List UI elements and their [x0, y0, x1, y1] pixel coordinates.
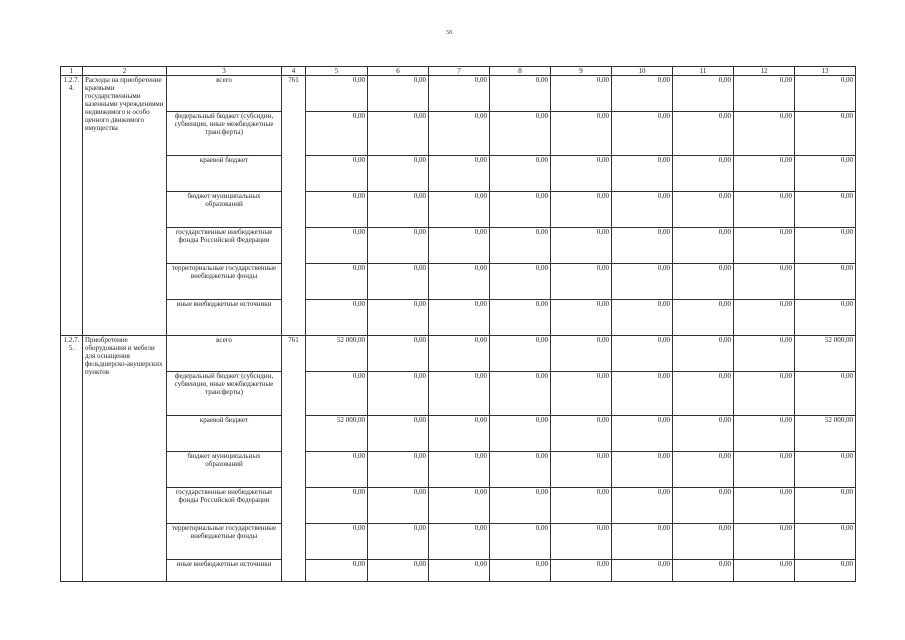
- value-cell: 0,00: [306, 228, 368, 264]
- table-row: [61, 452, 856, 488]
- header-cell: 12: [734, 67, 795, 76]
- value-cell: 0,00: [490, 192, 551, 228]
- value-cell: 0,00: [673, 372, 734, 416]
- value-cell: 0,00: [429, 524, 490, 560]
- value-cell: 0,00: [734, 560, 795, 582]
- grbs-code: 761: [282, 336, 306, 582]
- value-cell: 0,00: [734, 416, 795, 452]
- table-row: [61, 264, 856, 300]
- budget-table: [60, 66, 856, 582]
- value-cell: 0,00: [612, 264, 673, 300]
- table-row: [61, 156, 856, 192]
- value-cell: 0,00: [429, 372, 490, 416]
- value-cell: 0,00: [612, 452, 673, 488]
- value-cell: 0,00: [551, 452, 612, 488]
- value-cell: 0,00: [734, 336, 795, 372]
- value-cell: 0,00: [673, 264, 734, 300]
- value-cell: 0,00: [612, 76, 673, 112]
- value-cell: 0,00: [795, 452, 856, 488]
- value-cell: 0,00: [612, 372, 673, 416]
- value-cell: 0,00: [673, 228, 734, 264]
- value-cell: 0,00: [734, 156, 795, 192]
- value-cell: 0,00: [368, 228, 429, 264]
- value-cell: 0,00: [795, 300, 856, 336]
- table-row: [61, 228, 856, 264]
- header-cell: 13: [795, 67, 856, 76]
- value-cell: 0,00: [490, 300, 551, 336]
- value-cell: 0,00: [368, 452, 429, 488]
- funding-source: федеральный бюджет (субсидии, субвенции, иные межбюджетные трансферты): [167, 372, 282, 416]
- value-cell: 52 000,00: [795, 416, 856, 452]
- value-cell: 0,00: [368, 76, 429, 112]
- value-cell: 0,00: [368, 300, 429, 336]
- header-cell: 6: [368, 67, 429, 76]
- value-cell: 0,00: [551, 76, 612, 112]
- value-cell: 0,00: [734, 488, 795, 524]
- value-cell: 0,00: [490, 524, 551, 560]
- value-cell: 0,00: [734, 524, 795, 560]
- value-cell: 0,00: [490, 560, 551, 582]
- value-cell: 0,00: [734, 192, 795, 228]
- value-cell: 0,00: [551, 112, 612, 156]
- value-cell: 0,00: [368, 112, 429, 156]
- value-cell: 0,00: [306, 372, 368, 416]
- value-cell: 0,00: [490, 264, 551, 300]
- header-cell: 1: [61, 67, 83, 76]
- value-cell: 0,00: [673, 192, 734, 228]
- value-cell: 0,00: [306, 112, 368, 156]
- value-cell: 0,00: [673, 300, 734, 336]
- header-cell: 11: [673, 67, 734, 76]
- value-cell: 0,00: [673, 156, 734, 192]
- value-cell: 0,00: [795, 112, 856, 156]
- value-cell: 0,00: [368, 192, 429, 228]
- item-code: 1.2.7. 5.: [61, 336, 83, 582]
- value-cell: 0,00: [734, 452, 795, 488]
- value-cell: 0,00: [612, 488, 673, 524]
- value-cell: 52 000,00: [306, 416, 368, 452]
- value-cell: 0,00: [490, 112, 551, 156]
- value-cell: 0,00: [795, 264, 856, 300]
- value-cell: 0,00: [368, 156, 429, 192]
- value-cell: 0,00: [429, 300, 490, 336]
- header-cell: 4: [282, 67, 306, 76]
- funding-source: бюджет муниципальных образований: [167, 192, 282, 228]
- table-row: [61, 112, 856, 156]
- funding-source: краевой бюджет: [167, 416, 282, 452]
- funding-source: территориальные государственные внебюджетные фонды: [167, 524, 282, 560]
- value-cell: 0,00: [612, 560, 673, 582]
- value-cell: 0,00: [490, 452, 551, 488]
- value-cell: 0,00: [551, 524, 612, 560]
- value-cell: 0,00: [551, 192, 612, 228]
- value-cell: 0,00: [795, 76, 856, 112]
- value-cell: 0,00: [612, 112, 673, 156]
- value-cell: 0,00: [429, 488, 490, 524]
- value-cell: 0,00: [368, 416, 429, 452]
- value-cell: 0,00: [612, 192, 673, 228]
- header-cell: 3: [167, 67, 282, 76]
- value-cell: 0,00: [673, 336, 734, 372]
- value-cell: 0,00: [795, 156, 856, 192]
- value-cell: 0,00: [551, 372, 612, 416]
- grbs-code: 761: [282, 76, 306, 336]
- value-cell: 0,00: [795, 192, 856, 228]
- value-cell: 0,00: [795, 488, 856, 524]
- value-cell: 0,00: [795, 372, 856, 416]
- table-row: [61, 372, 856, 416]
- funding-source: всего: [167, 76, 282, 112]
- value-cell: 0,00: [429, 452, 490, 488]
- item-name: Приобретение оборудования и мебели для оснащения фельдшерско-акушерских пунктов: [83, 336, 167, 582]
- value-cell: 0,00: [429, 76, 490, 112]
- funding-source: иные внебюджетные источники: [167, 560, 282, 582]
- value-cell: 0,00: [673, 112, 734, 156]
- value-cell: 0,00: [551, 228, 612, 264]
- value-cell: 0,00: [551, 156, 612, 192]
- value-cell: 0,00: [490, 372, 551, 416]
- header-cell: 2: [83, 67, 167, 76]
- value-cell: 0,00: [490, 76, 551, 112]
- funding-source: всего: [167, 336, 282, 372]
- value-cell: 0,00: [551, 264, 612, 300]
- funding-source: иные внебюджетные источники: [167, 300, 282, 336]
- value-cell: 0,00: [429, 156, 490, 192]
- value-cell: 0,00: [612, 300, 673, 336]
- funding-source: государственные внебюджетные фонды Российской Федерации: [167, 228, 282, 264]
- value-cell: 0,00: [429, 336, 490, 372]
- funding-source: территориальные государственные внебюджетные фонды: [167, 264, 282, 300]
- value-cell: 0,00: [734, 112, 795, 156]
- value-cell: 0,00: [368, 264, 429, 300]
- value-cell: 0,00: [368, 524, 429, 560]
- value-cell: 0,00: [551, 336, 612, 372]
- value-cell: 0,00: [306, 264, 368, 300]
- funding-source: государственные внебюджетные фонды Российской Федерации: [167, 488, 282, 524]
- value-cell: 0,00: [612, 524, 673, 560]
- value-cell: 0,00: [612, 156, 673, 192]
- value-cell: 0,00: [429, 112, 490, 156]
- header-cell: 7: [429, 67, 490, 76]
- table-row: [61, 416, 856, 452]
- value-cell: 0,00: [490, 488, 551, 524]
- page-number: 58: [446, 30, 452, 36]
- value-cell: 0,00: [734, 228, 795, 264]
- value-cell: 0,00: [368, 488, 429, 524]
- value-cell: 0,00: [673, 560, 734, 582]
- value-cell: 0,00: [551, 300, 612, 336]
- value-cell: 0,00: [306, 560, 368, 582]
- value-cell: 0,00: [368, 372, 429, 416]
- value-cell: 0,00: [368, 336, 429, 372]
- value-cell: 52 000,00: [306, 336, 368, 372]
- value-cell: 0,00: [795, 228, 856, 264]
- header-row: [61, 67, 856, 76]
- header-cell: 10: [612, 67, 673, 76]
- table-row: [61, 76, 856, 112]
- item-code: 1.2.7. 4.: [61, 76, 83, 336]
- table-row: [61, 300, 856, 336]
- value-cell: 0,00: [551, 416, 612, 452]
- table-row: [61, 336, 856, 372]
- value-cell: 0,00: [306, 300, 368, 336]
- header-cell: 9: [551, 67, 612, 76]
- value-cell: 0,00: [306, 524, 368, 560]
- value-cell: 0,00: [551, 488, 612, 524]
- value-cell: 0,00: [673, 416, 734, 452]
- value-cell: 0,00: [306, 452, 368, 488]
- value-cell: 0,00: [429, 560, 490, 582]
- value-cell: 0,00: [734, 76, 795, 112]
- value-cell: 0,00: [551, 560, 612, 582]
- value-cell: 0,00: [306, 192, 368, 228]
- value-cell: 0,00: [490, 336, 551, 372]
- value-cell: 0,00: [306, 156, 368, 192]
- value-cell: 0,00: [734, 300, 795, 336]
- table-row: [61, 524, 856, 560]
- funding-source: федеральный бюджет (субсидии, субвенции, иные межбюджетные трансферты): [167, 112, 282, 156]
- value-cell: 0,00: [490, 156, 551, 192]
- table-row: [61, 488, 856, 524]
- value-cell: 0,00: [673, 524, 734, 560]
- value-cell: 0,00: [795, 524, 856, 560]
- value-cell: 52 000,00: [795, 336, 856, 372]
- item-name: Расходы на приобретение краевыми государственными казенными учреждениями недвижимого и особо ценного движимого имущества: [83, 76, 167, 336]
- value-cell: 0,00: [368, 560, 429, 582]
- value-cell: 0,00: [429, 264, 490, 300]
- value-cell: 0,00: [306, 76, 368, 112]
- value-cell: 0,00: [673, 76, 734, 112]
- value-cell: 0,00: [673, 452, 734, 488]
- funding-source: бюджет муниципальных образований: [167, 452, 282, 488]
- value-cell: 0,00: [612, 228, 673, 264]
- value-cell: 0,00: [490, 228, 551, 264]
- value-cell: 0,00: [734, 264, 795, 300]
- value-cell: 0,00: [673, 488, 734, 524]
- value-cell: 0,00: [306, 488, 368, 524]
- value-cell: 0,00: [612, 416, 673, 452]
- value-cell: 0,00: [429, 228, 490, 264]
- value-cell: 0,00: [612, 336, 673, 372]
- value-cell: 0,00: [490, 416, 551, 452]
- value-cell: 0,00: [734, 372, 795, 416]
- value-cell: 0,00: [795, 560, 856, 582]
- table-row: [61, 192, 856, 228]
- header-cell: 8: [490, 67, 551, 76]
- value-cell: 0,00: [429, 416, 490, 452]
- value-cell: 0,00: [429, 192, 490, 228]
- funding-source: краевой бюджет: [167, 156, 282, 192]
- header-cell: 5: [306, 67, 368, 76]
- table-row: [61, 560, 856, 582]
